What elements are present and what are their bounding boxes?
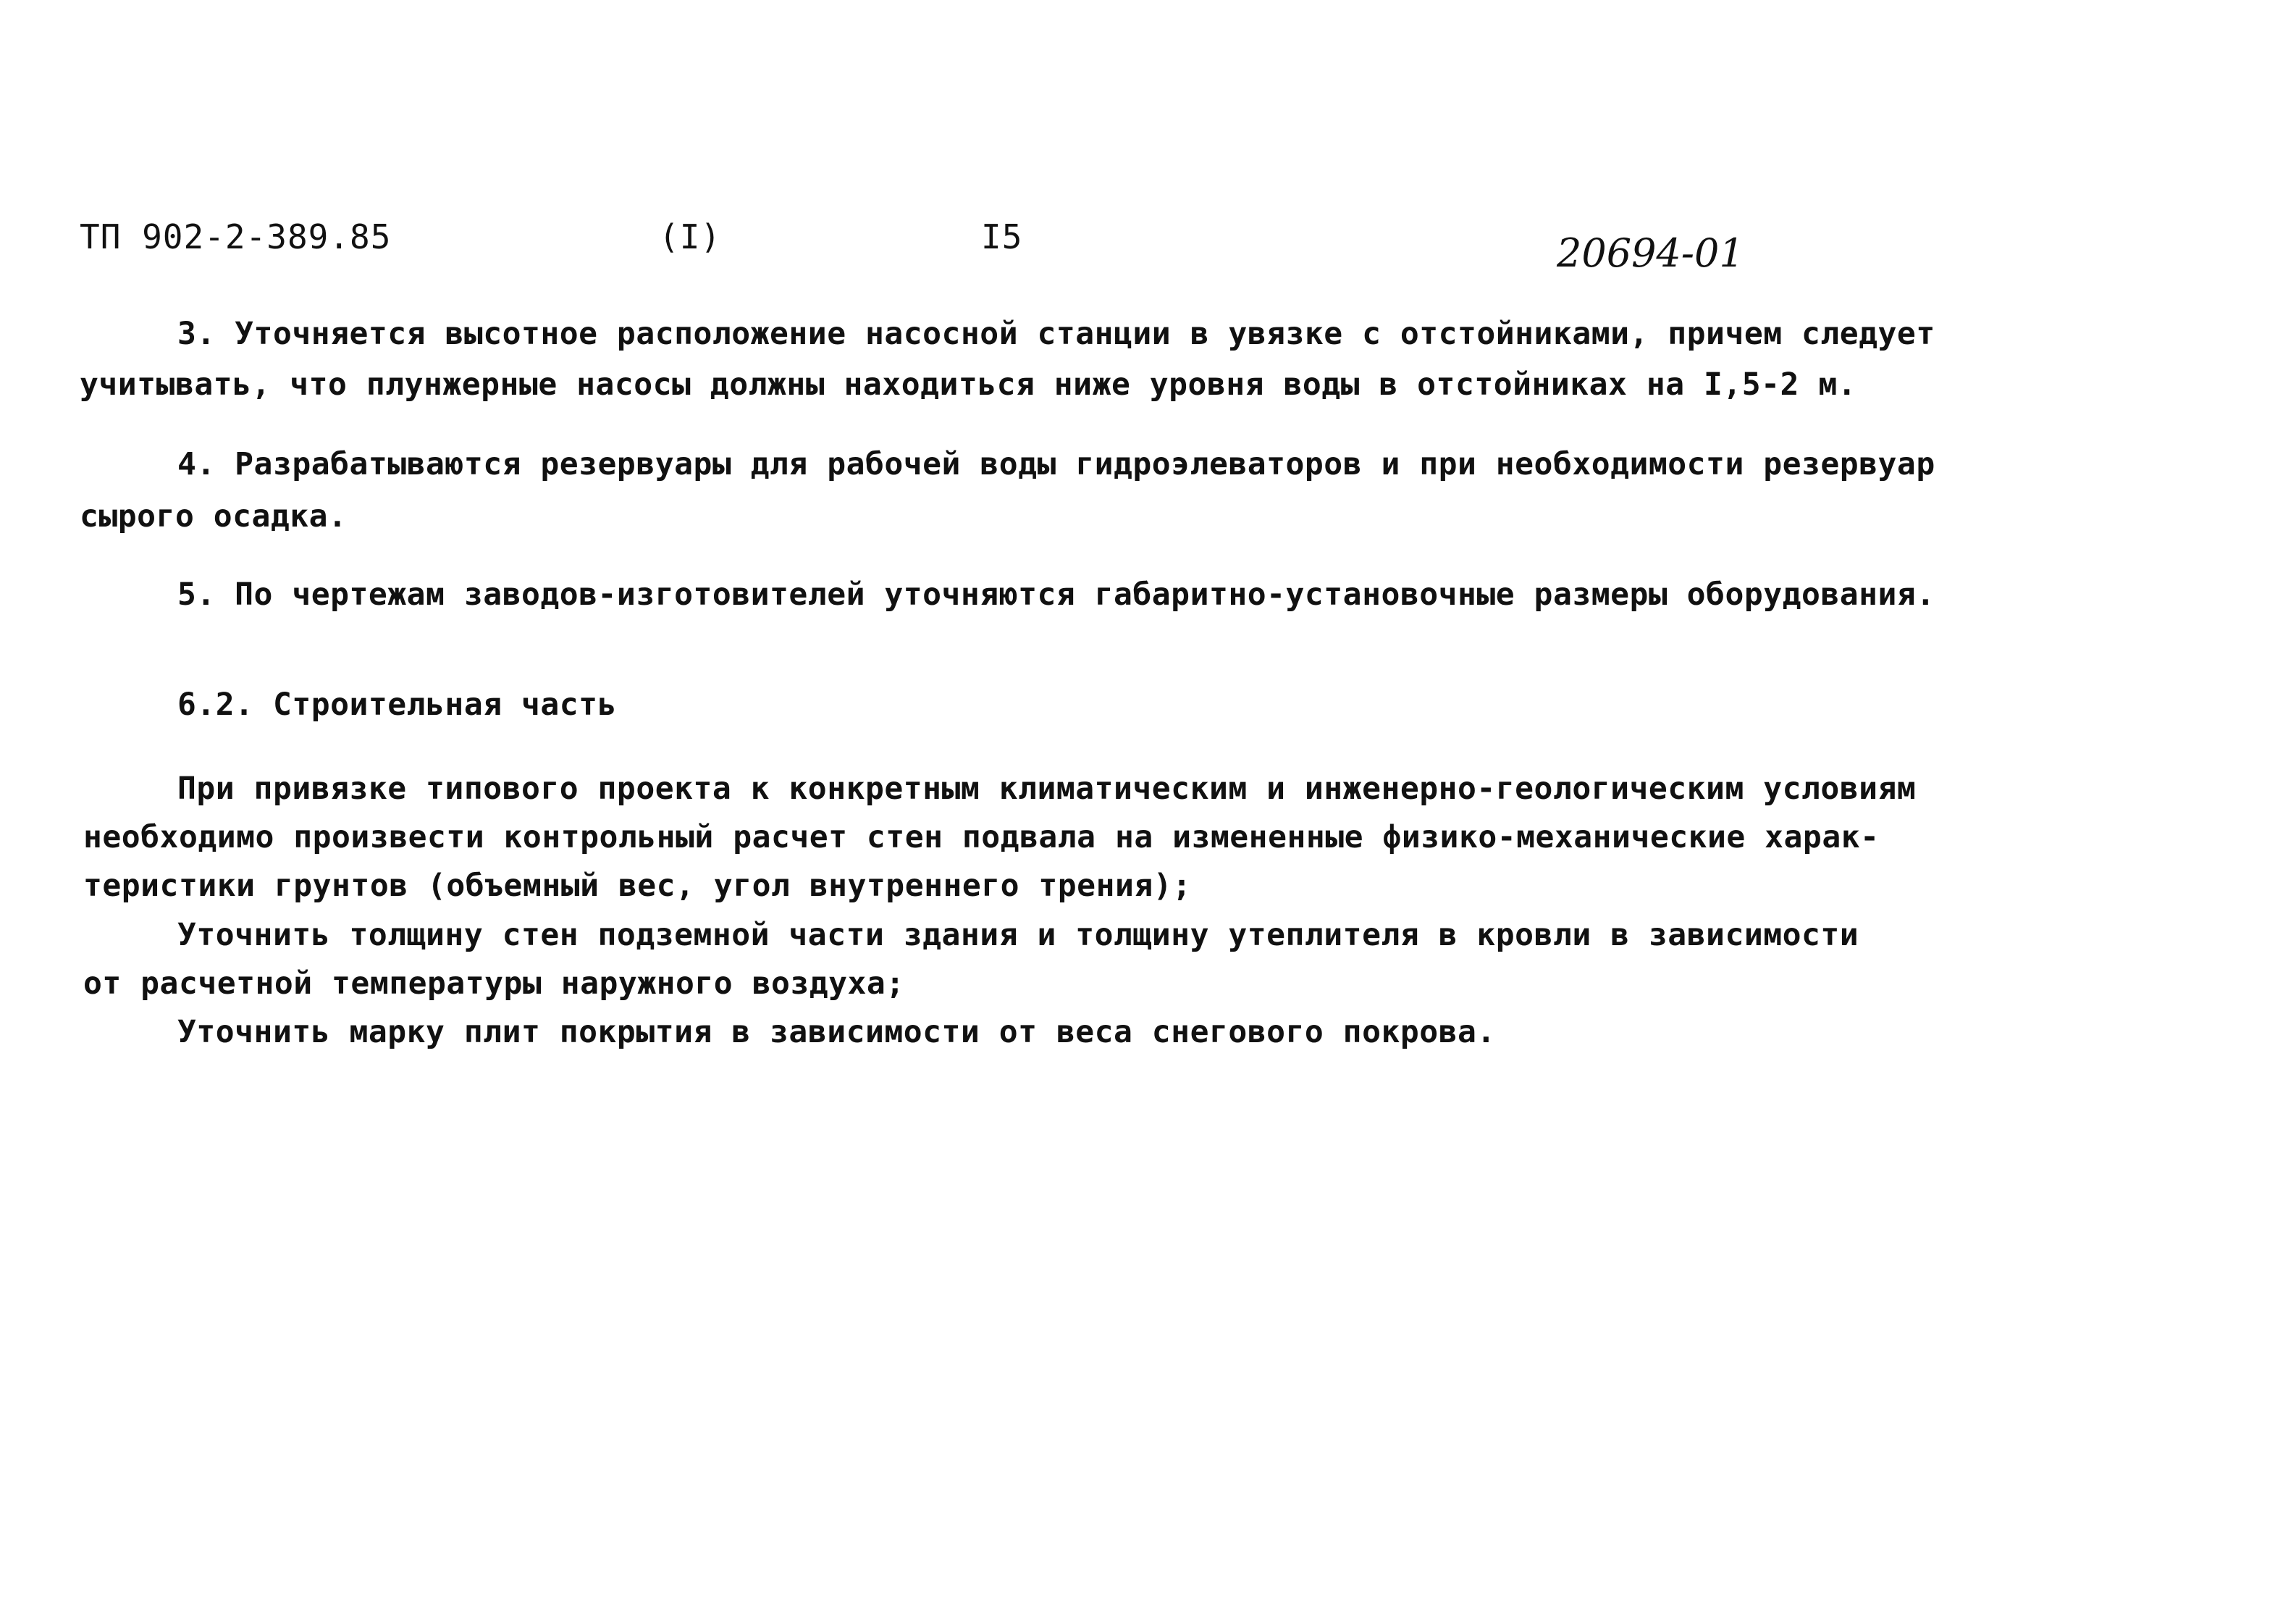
item-4-line-2: сырого осадка. bbox=[80, 498, 348, 535]
section-heading: 6.2. Строительная часть bbox=[177, 687, 617, 723]
item-3-line-2: учитывать, что плунжерные насосы должны находиться ниже уровня воды в отстойниках на I,5-2 м. bbox=[80, 366, 1857, 403]
paragraph-2-line-2: от расчетной температуры наружного воздуха; bbox=[83, 965, 905, 1002]
item-4-line-1: 4. Разрабатываются резервуары для рабочей воды гидроэлеваторов и при необходимости резервуар bbox=[177, 446, 1935, 482]
document-code: ТП 902-2-389.85 bbox=[80, 217, 392, 256]
item-5-line-1: 5. По чертежам заводов-изготовителей уточняются габаритно-установочные размеры оборудования. bbox=[177, 577, 1935, 613]
paragraph-2-line-1: Уточнить толщину стен подземной части здания и толщину утеплителя в кровли в зависимости bbox=[177, 917, 1859, 953]
part-number: (I) bbox=[659, 217, 722, 256]
paragraph-1-line-1: При привязке типового проекта к конкретным климатическим и инженерно-геологическим условиям bbox=[177, 771, 1917, 807]
page-number: I5 bbox=[981, 217, 1023, 256]
paragraph-1-line-3: теристики грунтов (объемный вес, угол внутреннего трения); bbox=[83, 868, 1192, 904]
paragraph-1-line-2: необходимо произвести контрольный расчет стен подвала на измененные физико-механические харак- bbox=[83, 819, 1880, 855]
paragraph-3-line-1: Уточнить марку плит покрытия в зависимости от веса снегового покрова. bbox=[177, 1014, 1496, 1050]
archive-number: 20694-01 bbox=[1557, 230, 1744, 276]
item-3-line-1: 3. Уточняется высотное расположение насосной станции в увязке с отстойниками, причем следует bbox=[177, 316, 1935, 352]
